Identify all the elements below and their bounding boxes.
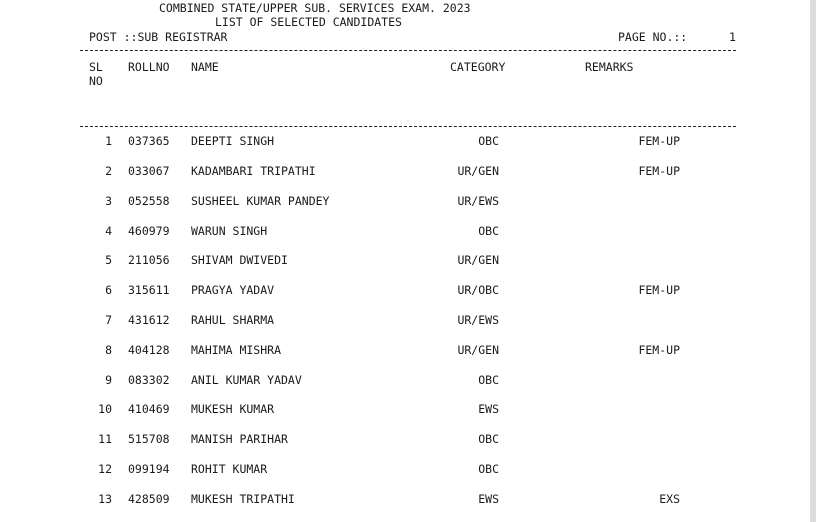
name-cell: WARUN SINGH: [191, 224, 268, 238]
category-cell: OBC: [478, 373, 499, 387]
sl-cell: 10: [98, 402, 112, 416]
table-row: [0, 462, 760, 478]
table-row: [0, 134, 760, 150]
top-divider: [80, 50, 736, 51]
rollno-cell: 211056: [128, 253, 170, 267]
rollno-cell: 083302: [128, 373, 170, 387]
name-cell: PRAGYA YADAV: [191, 283, 275, 297]
page-label: PAGE NO.::: [618, 30, 688, 44]
sl-cell: 7: [105, 313, 112, 327]
exam-title: COMBINED STATE/UPPER SUB. SERVICES EXAM. 2023: [159, 1, 471, 15]
rollno-cell: 460979: [128, 224, 170, 238]
name-cell: DEEPTI SINGH: [191, 134, 275, 148]
rollno-cell: 404128: [128, 343, 170, 357]
rollno-cell: 515708: [128, 432, 170, 446]
category-cell: OBC: [478, 224, 499, 238]
category-cell: UR/EWS: [457, 313, 499, 327]
name-cell: MUKESH TRIPATHI: [191, 492, 295, 506]
sl-cell: 5: [105, 253, 112, 267]
remarks-cell: FEM-UP: [638, 343, 680, 357]
table-row: [0, 432, 760, 448]
sl-cell: 2: [105, 164, 112, 178]
sl-cell: 9: [105, 373, 112, 387]
col-no-header: NO: [89, 74, 103, 88]
table-row: [0, 283, 760, 299]
col-name-header: NAME: [191, 60, 219, 74]
sl-cell: 1: [105, 134, 112, 148]
col-remarks-header: REMARKS: [585, 60, 634, 74]
name-cell: RAHUL SHARMA: [191, 313, 275, 327]
category-cell: UR/EWS: [457, 194, 499, 208]
name-cell: MUKESH KUMAR: [191, 402, 275, 416]
rollno-cell: 428509: [128, 492, 170, 506]
category-cell: UR/GEN: [457, 253, 499, 267]
rollno-cell: 315611: [128, 283, 170, 297]
sl-cell: 6: [105, 283, 112, 297]
name-cell: KADAMBARI TRIPATHI: [191, 164, 316, 178]
category-cell: OBC: [478, 134, 499, 148]
category-cell: UR/GEN: [457, 164, 499, 178]
table-row: [0, 313, 760, 329]
sl-cell: 12: [98, 462, 112, 476]
table-row: [0, 373, 760, 389]
name-cell: SHIVAM DWIVEDI: [191, 253, 288, 267]
table-row: [0, 253, 760, 269]
sl-cell: 11: [98, 432, 112, 446]
name-cell: MANISH PARIHAR: [191, 432, 288, 446]
name-cell: SUSHEEL KUMAR PANDEY: [191, 194, 330, 208]
name-cell: ANIL KUMAR YADAV: [191, 373, 302, 387]
col-rollno-header: ROLLNO: [128, 60, 170, 74]
name-cell: ROHIT KUMAR: [191, 462, 268, 476]
category-cell: UR/OBC: [457, 283, 499, 297]
category-cell: EWS: [478, 492, 499, 506]
page-edge: [810, 0, 816, 522]
col-sl-header: SL: [89, 60, 103, 74]
sl-cell: 13: [98, 492, 112, 506]
remarks-cell: EXS: [659, 492, 680, 506]
table-row: [0, 402, 760, 418]
rollno-cell: 037365: [128, 134, 170, 148]
header-divider: [80, 126, 736, 127]
table-row: [0, 194, 760, 210]
rollno-cell: 410469: [128, 402, 170, 416]
sl-cell: 4: [105, 224, 112, 238]
rollno-cell: 033067: [128, 164, 170, 178]
table-row: [0, 224, 760, 240]
name-cell: MAHIMA MISHRA: [191, 343, 282, 357]
sl-cell: 8: [105, 343, 112, 357]
table-row: [0, 343, 760, 359]
page-number: 1: [729, 30, 736, 44]
post-label: POST ::SUB REGISTRAR: [89, 30, 228, 44]
col-category-header: CATEGORY: [450, 60, 506, 74]
remarks-cell: FEM-UP: [638, 283, 680, 297]
category-cell: OBC: [478, 462, 499, 476]
remarks-cell: FEM-UP: [638, 134, 680, 148]
table-row: [0, 164, 760, 180]
rollno-cell: 099194: [128, 462, 170, 476]
table-row: [0, 492, 760, 508]
category-cell: OBC: [478, 432, 499, 446]
category-cell: EWS: [478, 402, 499, 416]
rollno-cell: 431612: [128, 313, 170, 327]
sl-cell: 3: [105, 194, 112, 208]
rollno-cell: 052558: [128, 194, 170, 208]
list-title: LIST OF SELECTED CANDIDATES: [215, 15, 402, 29]
category-cell: UR/GEN: [457, 343, 499, 357]
remarks-cell: FEM-UP: [638, 164, 680, 178]
